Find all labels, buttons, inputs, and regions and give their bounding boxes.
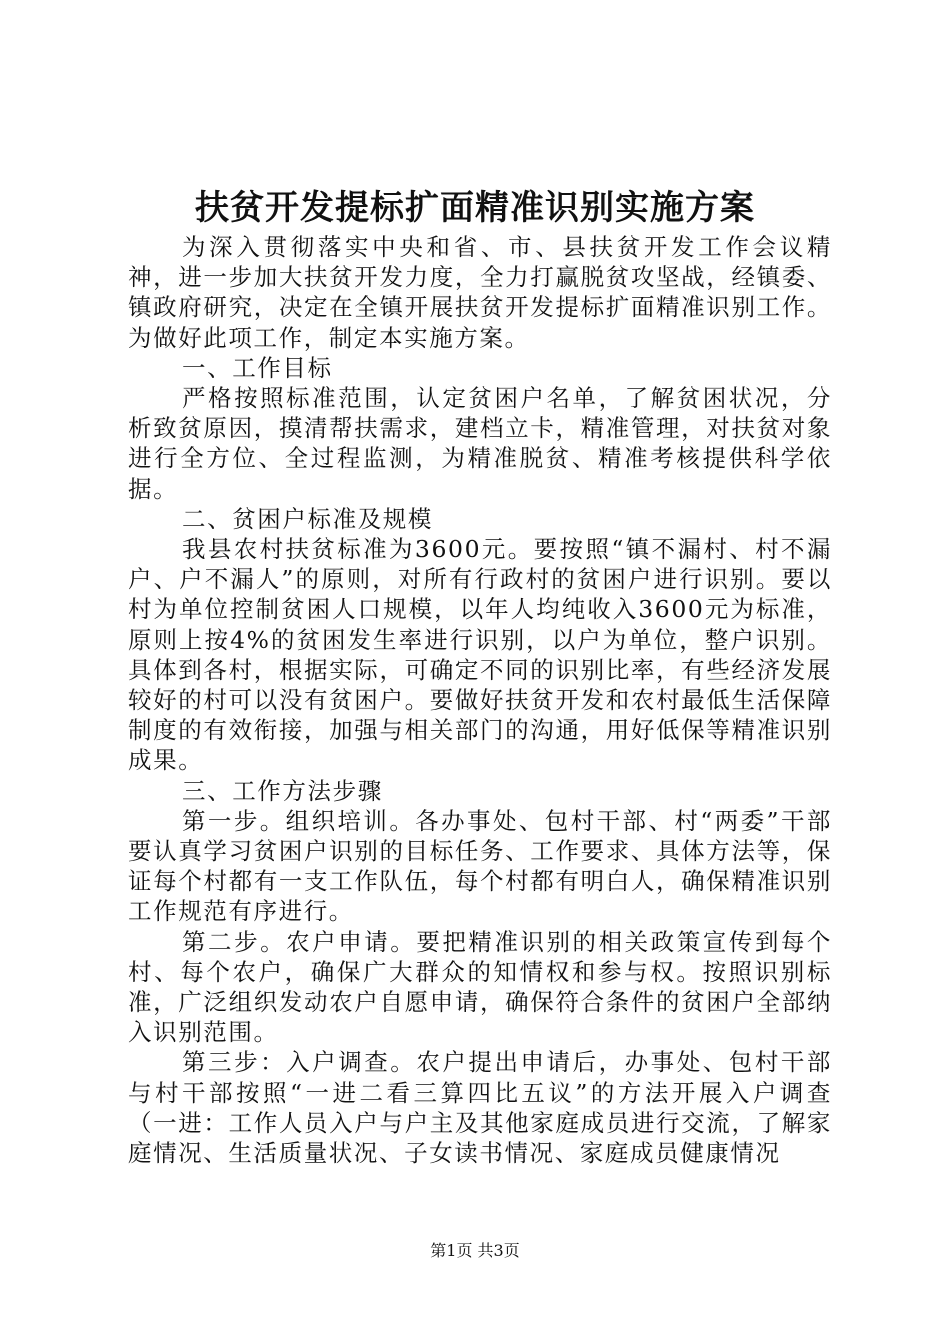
section-heading-standards: 二、贫困户标准及规模 (182, 504, 433, 533)
document-body (128, 232, 832, 1168)
step-one-paragraph: 第一步。组织培训。各办事处、包村干部、村“两委”干部要认真学习贫困户识别的目标任务、工作要求、具体方法等，保证每个村都有一支工作队伍，每个村都有明白人，确保精准识别工作规范有序进行。 (128, 806, 832, 926)
intro-paragraph: 为深入贯彻落实中央和省、市、县扶贫开发工作会议精神，进一步加大扶贫开发力度，全力打赢脱贫攻坚战，经镇委、镇政府研究，决定在全镇开展扶贫开发提标扩面精准识别工作。为做好此项工作，制定本实施方案。 (128, 233, 832, 352)
goals-paragraph: 严格按照标准范围，认定贫困户名单，了解贫困状况，分析致贫原因，摸清帮扶需求，建档立卡，精准管理，对扶贫对象进行全方位、全过程监测，为精准脱贫、精准考核提供科学依据。 (128, 384, 832, 503)
page-number-footer: 第1页 共3页 (430, 1241, 520, 1260)
step-two-paragraph: 第二步。农户申请。要把精准识别的相关政策宣传到每个村、每个农户，确保广大群众的知情权和参与权。按照识别标准，广泛组织发动农户自愿申请，确保符合条件的贫困户全部纳入识别范围。 (128, 927, 832, 1047)
section-heading-methods: 三、工作方法步骤 (182, 776, 383, 805)
section-heading-goals: 一、工作目标 (182, 353, 333, 382)
standards-paragraph: 我县农村扶贫标准为3600元。要按照“镇不漏村、村不漏户、户不漏人”的原则，对所有行政村的贫困户进行识别。要以村为单位控制贫困人口规模，以年人均纯收入3600元为标准，原则上按4%的贫困发生率进行识别，以户为单位，整户识别。具体到各村，根据实际，可确定不同的识别比率，有些经济发展较好的村可以没有贫困户。要做好扶贫开发和农村最低生活保障制度的有效衔接，加强与相关部门的沟通，用好低保等精准识别成果。 (128, 535, 832, 775)
document-title: 扶贫开发提标扩面精准识别实施方案 (195, 188, 755, 228)
step-three-paragraph: 第三步：入户调查。农户提出申请后，办事处、包村干部与村干部按照“一进二看三算四比五议”的方法开展入户调查（一进：工作人员入户与户主及其他家庭成员进行交流，了解家庭情况、生活质量状况、子女读书情况、家庭成员健康情况 (128, 1048, 832, 1168)
